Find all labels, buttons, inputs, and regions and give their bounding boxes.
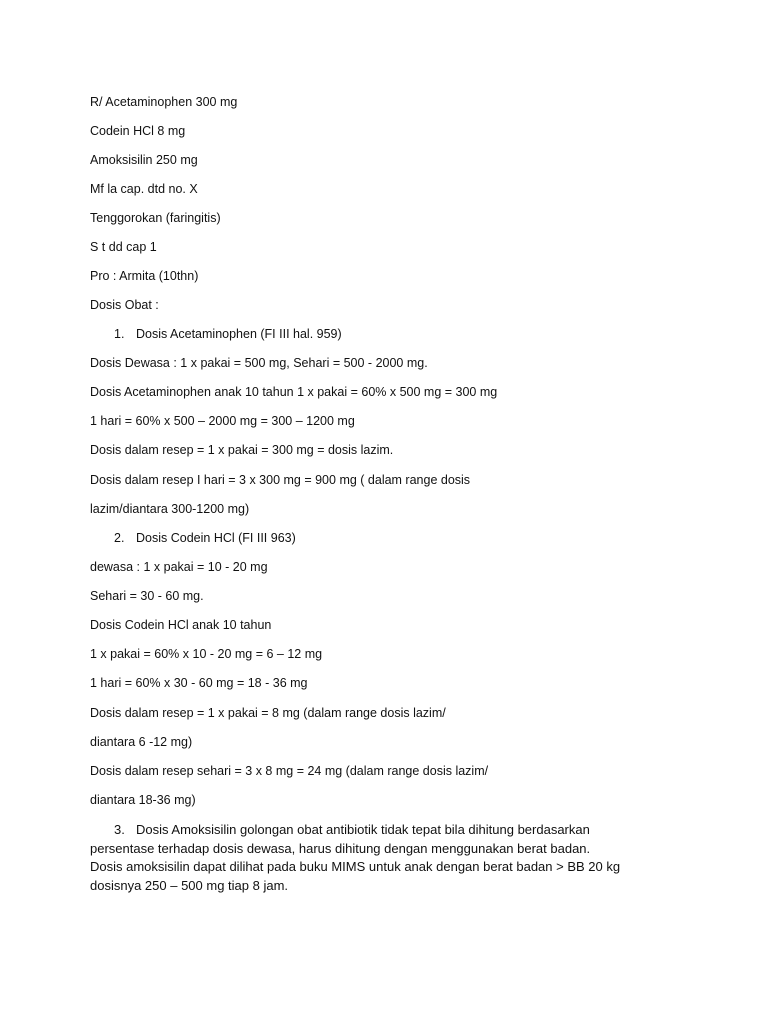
section2-line: Sehari = 30 - 60 mg. bbox=[90, 589, 204, 603]
recipe-line-diagnosis: Tenggorokan (faringitis) bbox=[90, 211, 221, 225]
section1-heading: Dosis Acetaminophen (FI III hal. 959) bbox=[136, 327, 342, 341]
dosis-obat-heading: Dosis Obat : bbox=[90, 298, 159, 312]
section3-paragraph bbox=[90, 821, 650, 895]
section1-line: Dosis Dewasa : 1 x pakai = 500 mg, Sehari = 500 - 2000 mg. bbox=[90, 356, 428, 370]
recipe-line-acetaminophen: R/ Acetaminophen 300 mg bbox=[90, 95, 238, 109]
section2-line: diantara 18-36 mg) bbox=[90, 793, 196, 807]
section3-body: Dosis Amoksisilin golongan obat antibiotik tidak tepat bila dihitung berdasarkan persentase terhadap dosis dewasa, harus dihitung dengan menggunakan berat badan. bbox=[90, 822, 591, 856]
section1-number: 1. bbox=[114, 327, 125, 341]
recipe-line-patient: Pro : Armita (10thn) bbox=[90, 269, 199, 283]
section2-line: 1 hari = 60% x 30 - 60 mg = 18 - 36 mg bbox=[90, 676, 308, 690]
recipe-line-signa: S t dd cap 1 bbox=[90, 240, 157, 254]
section1-line: Dosis Acetaminophen anak 10 tahun 1 x pakai = 60% x 500 mg = 300 mg bbox=[90, 385, 498, 399]
recipe-line-mf: Mf la cap. dtd no. X bbox=[90, 182, 198, 196]
section1-line: lazim/diantara 300-1200 mg) bbox=[90, 502, 250, 516]
section3-text bbox=[90, 821, 650, 858]
section2-line: 1 x pakai = 60% x 10 - 20 mg = 6 – 12 mg bbox=[90, 647, 323, 661]
section2-line: Dosis dalam resep = 1 x pakai = 8 mg (dalam range dosis lazim/ bbox=[90, 706, 446, 720]
section3-text2: Dosis amoksisilin dapat dilihat pada buku MIMS untuk anak dengan berat badan > BB 20 kg dosisnya 250 – 500 mg tiap 8 jam. bbox=[90, 859, 621, 893]
section2-line: Dosis dalam resep sehari = 3 x 8 mg = 24 mg (dalam range dosis lazim/ bbox=[90, 764, 489, 778]
section1-line: Dosis dalam resep = 1 x pakai = 300 mg = dosis lazim. bbox=[90, 443, 394, 457]
section3-number: 3. bbox=[114, 822, 125, 837]
recipe-line-amoksisilin: Amoksisilin 250 mg bbox=[90, 153, 198, 167]
section1-line: 1 hari = 60% x 500 – 2000 mg = 300 – 1200 mg bbox=[90, 414, 355, 428]
recipe-line-codein: Codein HCl 8 mg bbox=[90, 124, 186, 138]
section2-heading: Dosis Codein HCl (FI III 963) bbox=[136, 531, 296, 545]
section1-line: Dosis dalam resep I hari = 3 x 300 mg = 900 mg ( dalam range dosis bbox=[90, 473, 471, 487]
section2-line: Dosis Codein HCl anak 10 tahun bbox=[90, 618, 272, 632]
section2-line: dewasa : 1 x pakai = 10 - 20 mg bbox=[90, 560, 268, 574]
section2-line: diantara 6 -12 mg) bbox=[90, 735, 193, 749]
section2-number: 2. bbox=[114, 531, 125, 545]
